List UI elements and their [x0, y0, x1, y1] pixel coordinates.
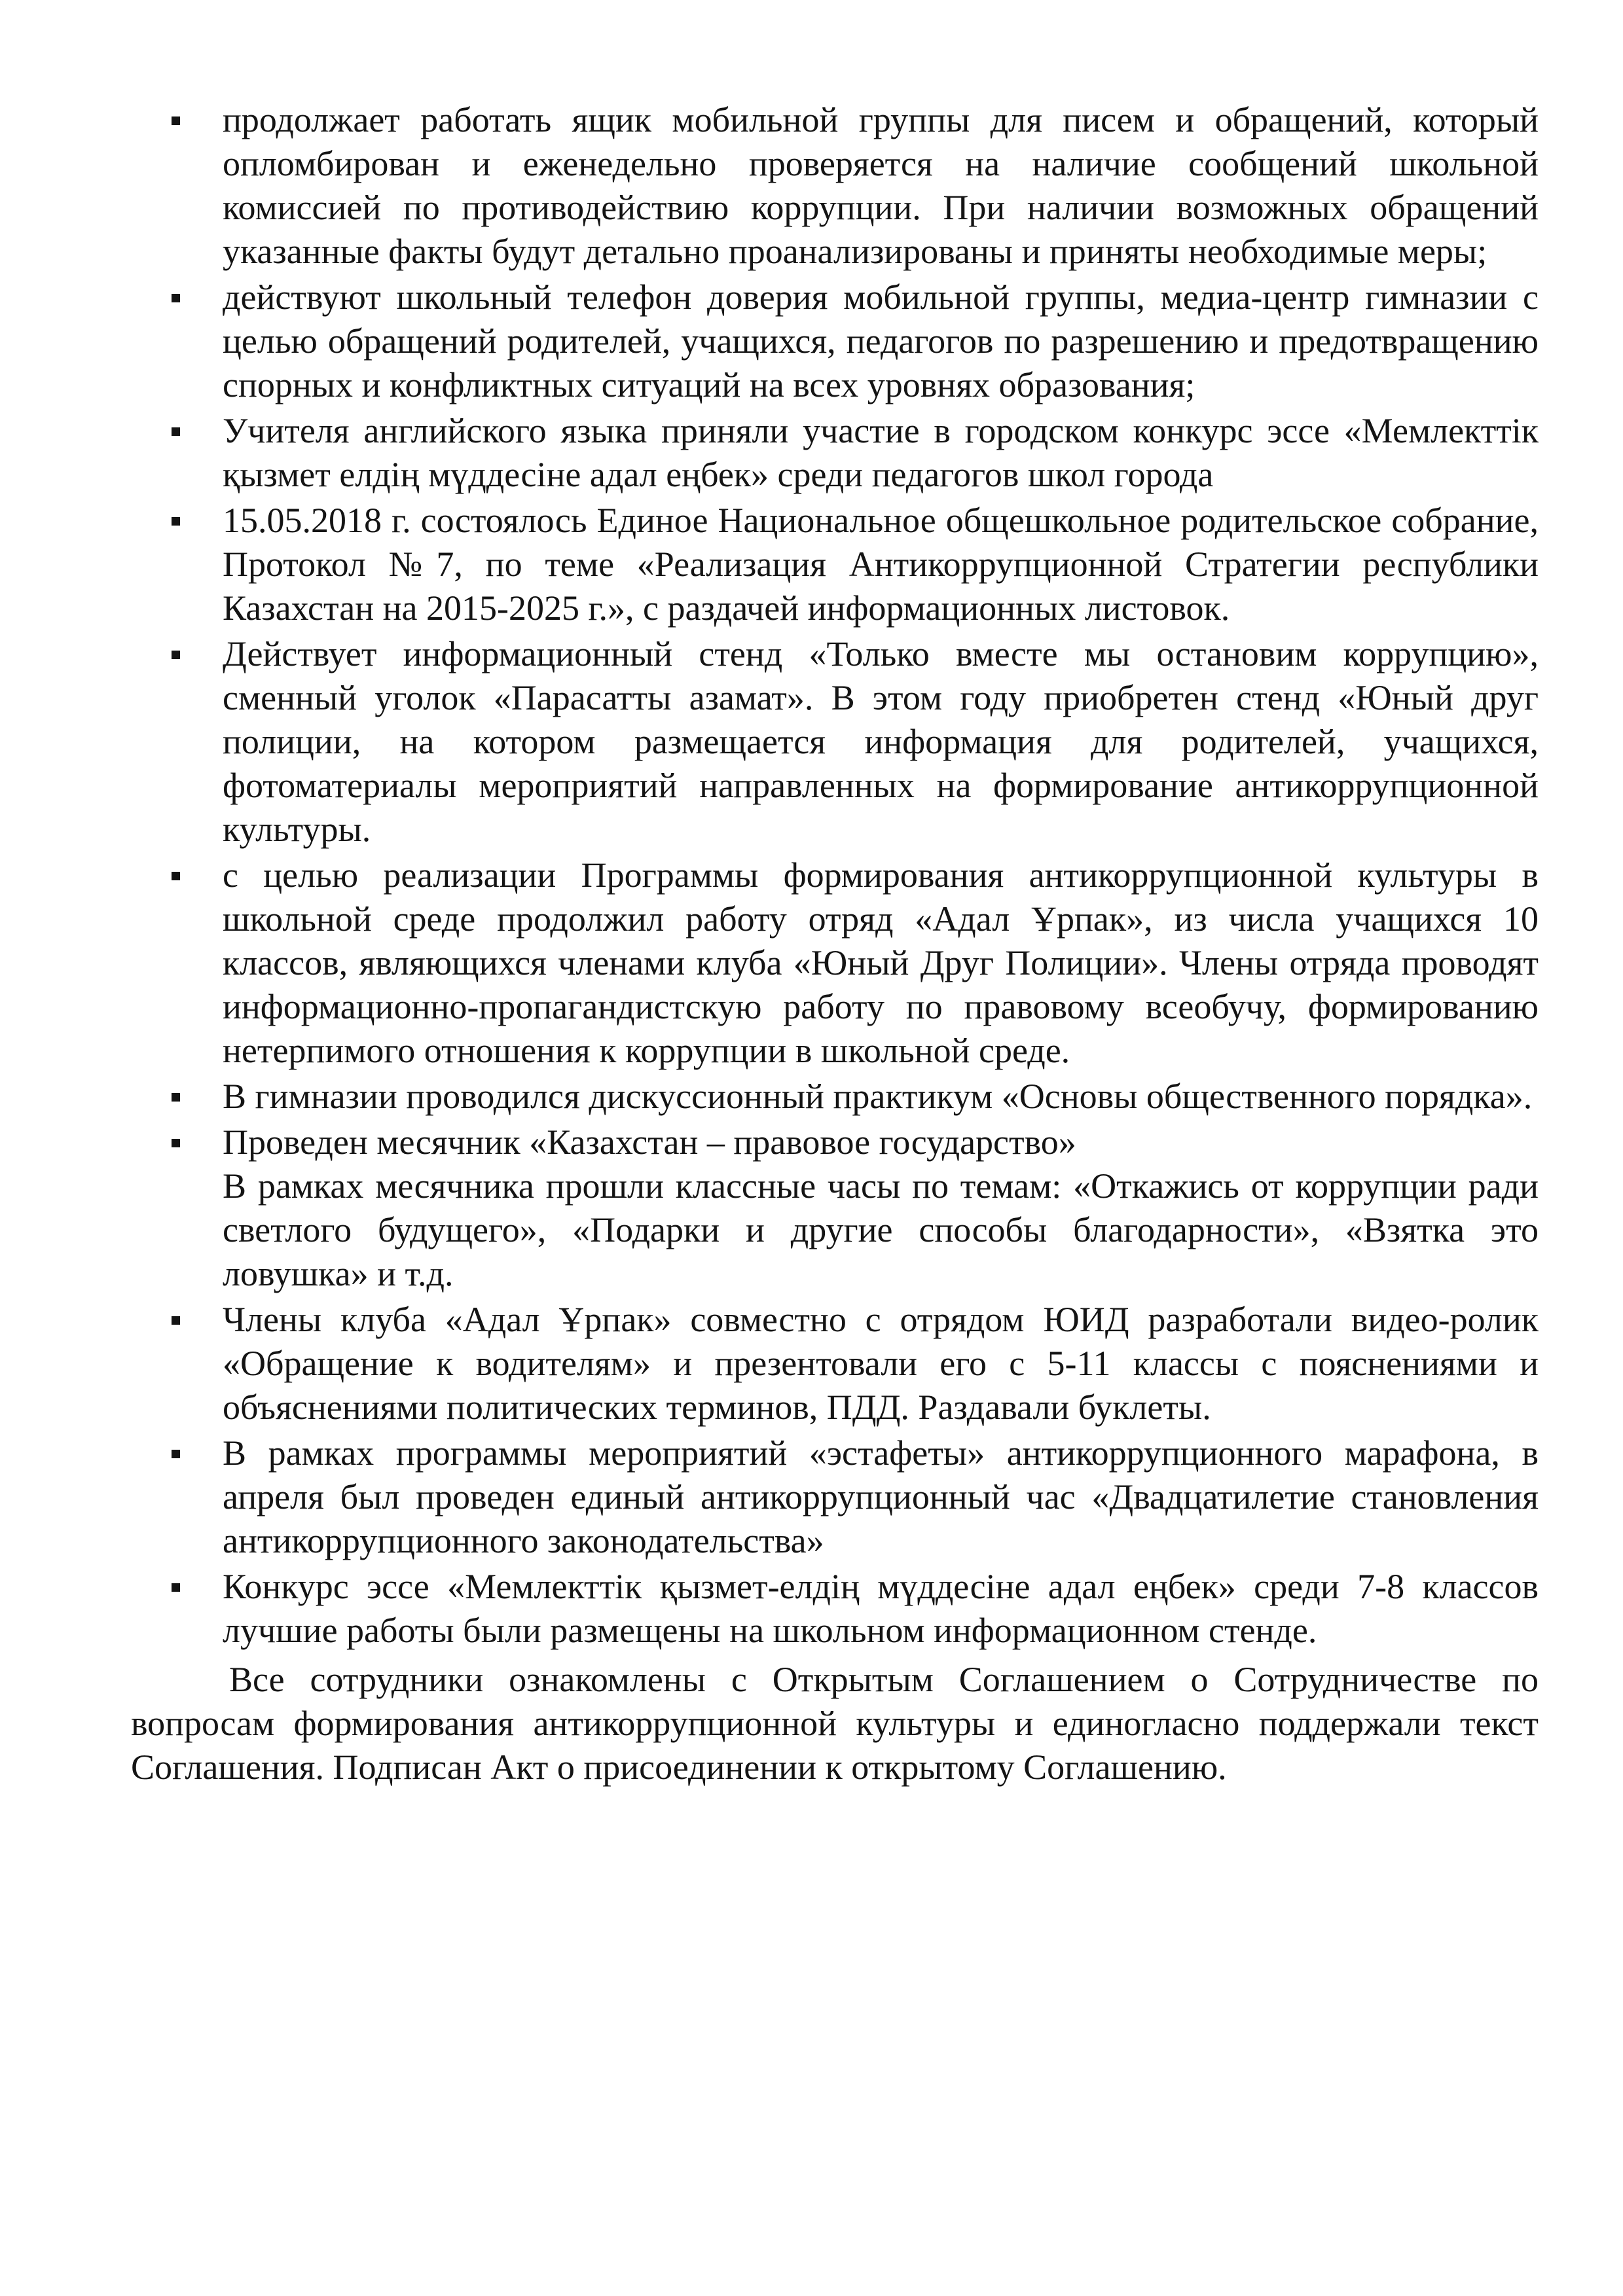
list-item [131, 276, 1539, 407]
list-item-text: Члены клуба «Адал Ұрпак» совместно с отрядом ЮИД разработали видео-ролик «Обращение к водителям» и презентовали его с 5-11 классы с пояснениями и объяснениями политических терминов, ПДД. Раздавали буклеты. [223, 1300, 1539, 1427]
square-bullet-icon [172, 1093, 180, 1102]
list-item [131, 409, 1539, 497]
square-bullet-icon [172, 294, 180, 302]
list-item-text: Конкурс эссе «Мемлекттік қызмет-елдің мүддесіне адал еңбек» среди 7-8 классов лучшие работы были размещены на школьном информационном стенде. [223, 1567, 1539, 1650]
list-item [131, 1075, 1539, 1119]
square-bullet-icon [172, 517, 180, 526]
list-item [131, 499, 1539, 630]
square-bullet-icon [172, 1450, 180, 1458]
list-item [131, 632, 1539, 852]
list-item [131, 853, 1539, 1073]
list-item-text: действуют школьный телефон доверия мобильной группы, медиа-центр гимназии с целью обращений родителей, учащихся, педагогов по разрешению и предотвращению спорных и конфликтных ситуаций на всех уровнях образования; [223, 278, 1539, 404]
list-item-subtext: В рамках месячника прошли классные часы по темам: «Откажись от коррупции ради светлого будущего», «Подарки и другие способы благодарности», «Взятка это ловушка» и т.д. [223, 1166, 1539, 1293]
list-item-text: Действует информационный стенд «Только вместе мы остановим коррупцию», сменный уголок «Парасатты азамат». В этом году приобретен стенд «Юный друг полиции, на котором размещается информация для родителей, учащихся, фотоматериалы мероприятий направленных на формирование антикоррупционной культуры. [223, 634, 1539, 849]
list-item [131, 1431, 1539, 1563]
square-bullet-icon [172, 117, 180, 125]
closing-paragraph: Все сотрудники ознакомлены с Открытым Соглашением о Сотрудничестве по вопросам формирования антикоррупционной культуры и единогласно поддержали текст Соглашения. Подписан Акт о присоединении к открытому Соглашению. [131, 1660, 1539, 1787]
measures-list [131, 98, 1539, 1653]
list-item-text: 15.05.2018 г. состоялось Единое Национальное общешкольное родительское собрание, Протокол №7, по теме «Реализация Антикоррупционной Стратегии республики Казахстан на 2015-2025 г.», с раздачей информационных листовок. [223, 501, 1539, 628]
list-item-text: Проведен месячник «Казахстан – правовое государство» [223, 1122, 1076, 1162]
list-item [131, 98, 1539, 274]
list-item [131, 1298, 1539, 1429]
square-bullet-icon [172, 651, 180, 659]
list-item-text: с целью реализации Программы формирования антикоррупционной культуры в школьной среде продолжил работу отряд «Адал Ұрпак», из числа учащихся 10 классов, являющихся членами клуба «Юный Друг Полиции». Члены отряда проводят информационно-пропагандистскую работу по правовому всеобучу, формированию нетерпимого отношения к коррупции в школьной среде. [223, 855, 1539, 1070]
square-bullet-icon [172, 1139, 180, 1147]
list-item-text: Учителя английского языка приняли участие в городском конкурс эссе «Мемлекттік қызмет елдің мүддесіне адал еңбек» среди педагогов школ города [223, 411, 1539, 494]
square-bullet-icon [172, 1583, 180, 1592]
list-item [131, 1565, 1539, 1653]
square-bullet-icon [172, 872, 180, 880]
list-item-text: В рамках программы мероприятий «эстафеты» антикоррупционного марафона, в апреля был проведен единый антикоррупционный час «Двадцатилетие становления антикоррупционного законодательства» [223, 1433, 1539, 1560]
square-bullet-icon [172, 1316, 180, 1325]
list-item [131, 1121, 1539, 1296]
list-item-text: продолжает работать ящик мобильной группы для писем и обращений, который опломбирован и еженедельно проверяется на наличие сообщений школьной комиссией по противодействию коррупции. При наличии возможных обращений указанные факты будут детально проанализированы и приняты необходимые меры; [223, 100, 1539, 271]
list-item-text: В гимназии проводился дискуссионный практикум «Основы общественного порядка». [223, 1077, 1533, 1116]
square-bullet-icon [172, 427, 180, 436]
document-body [131, 98, 1539, 1789]
